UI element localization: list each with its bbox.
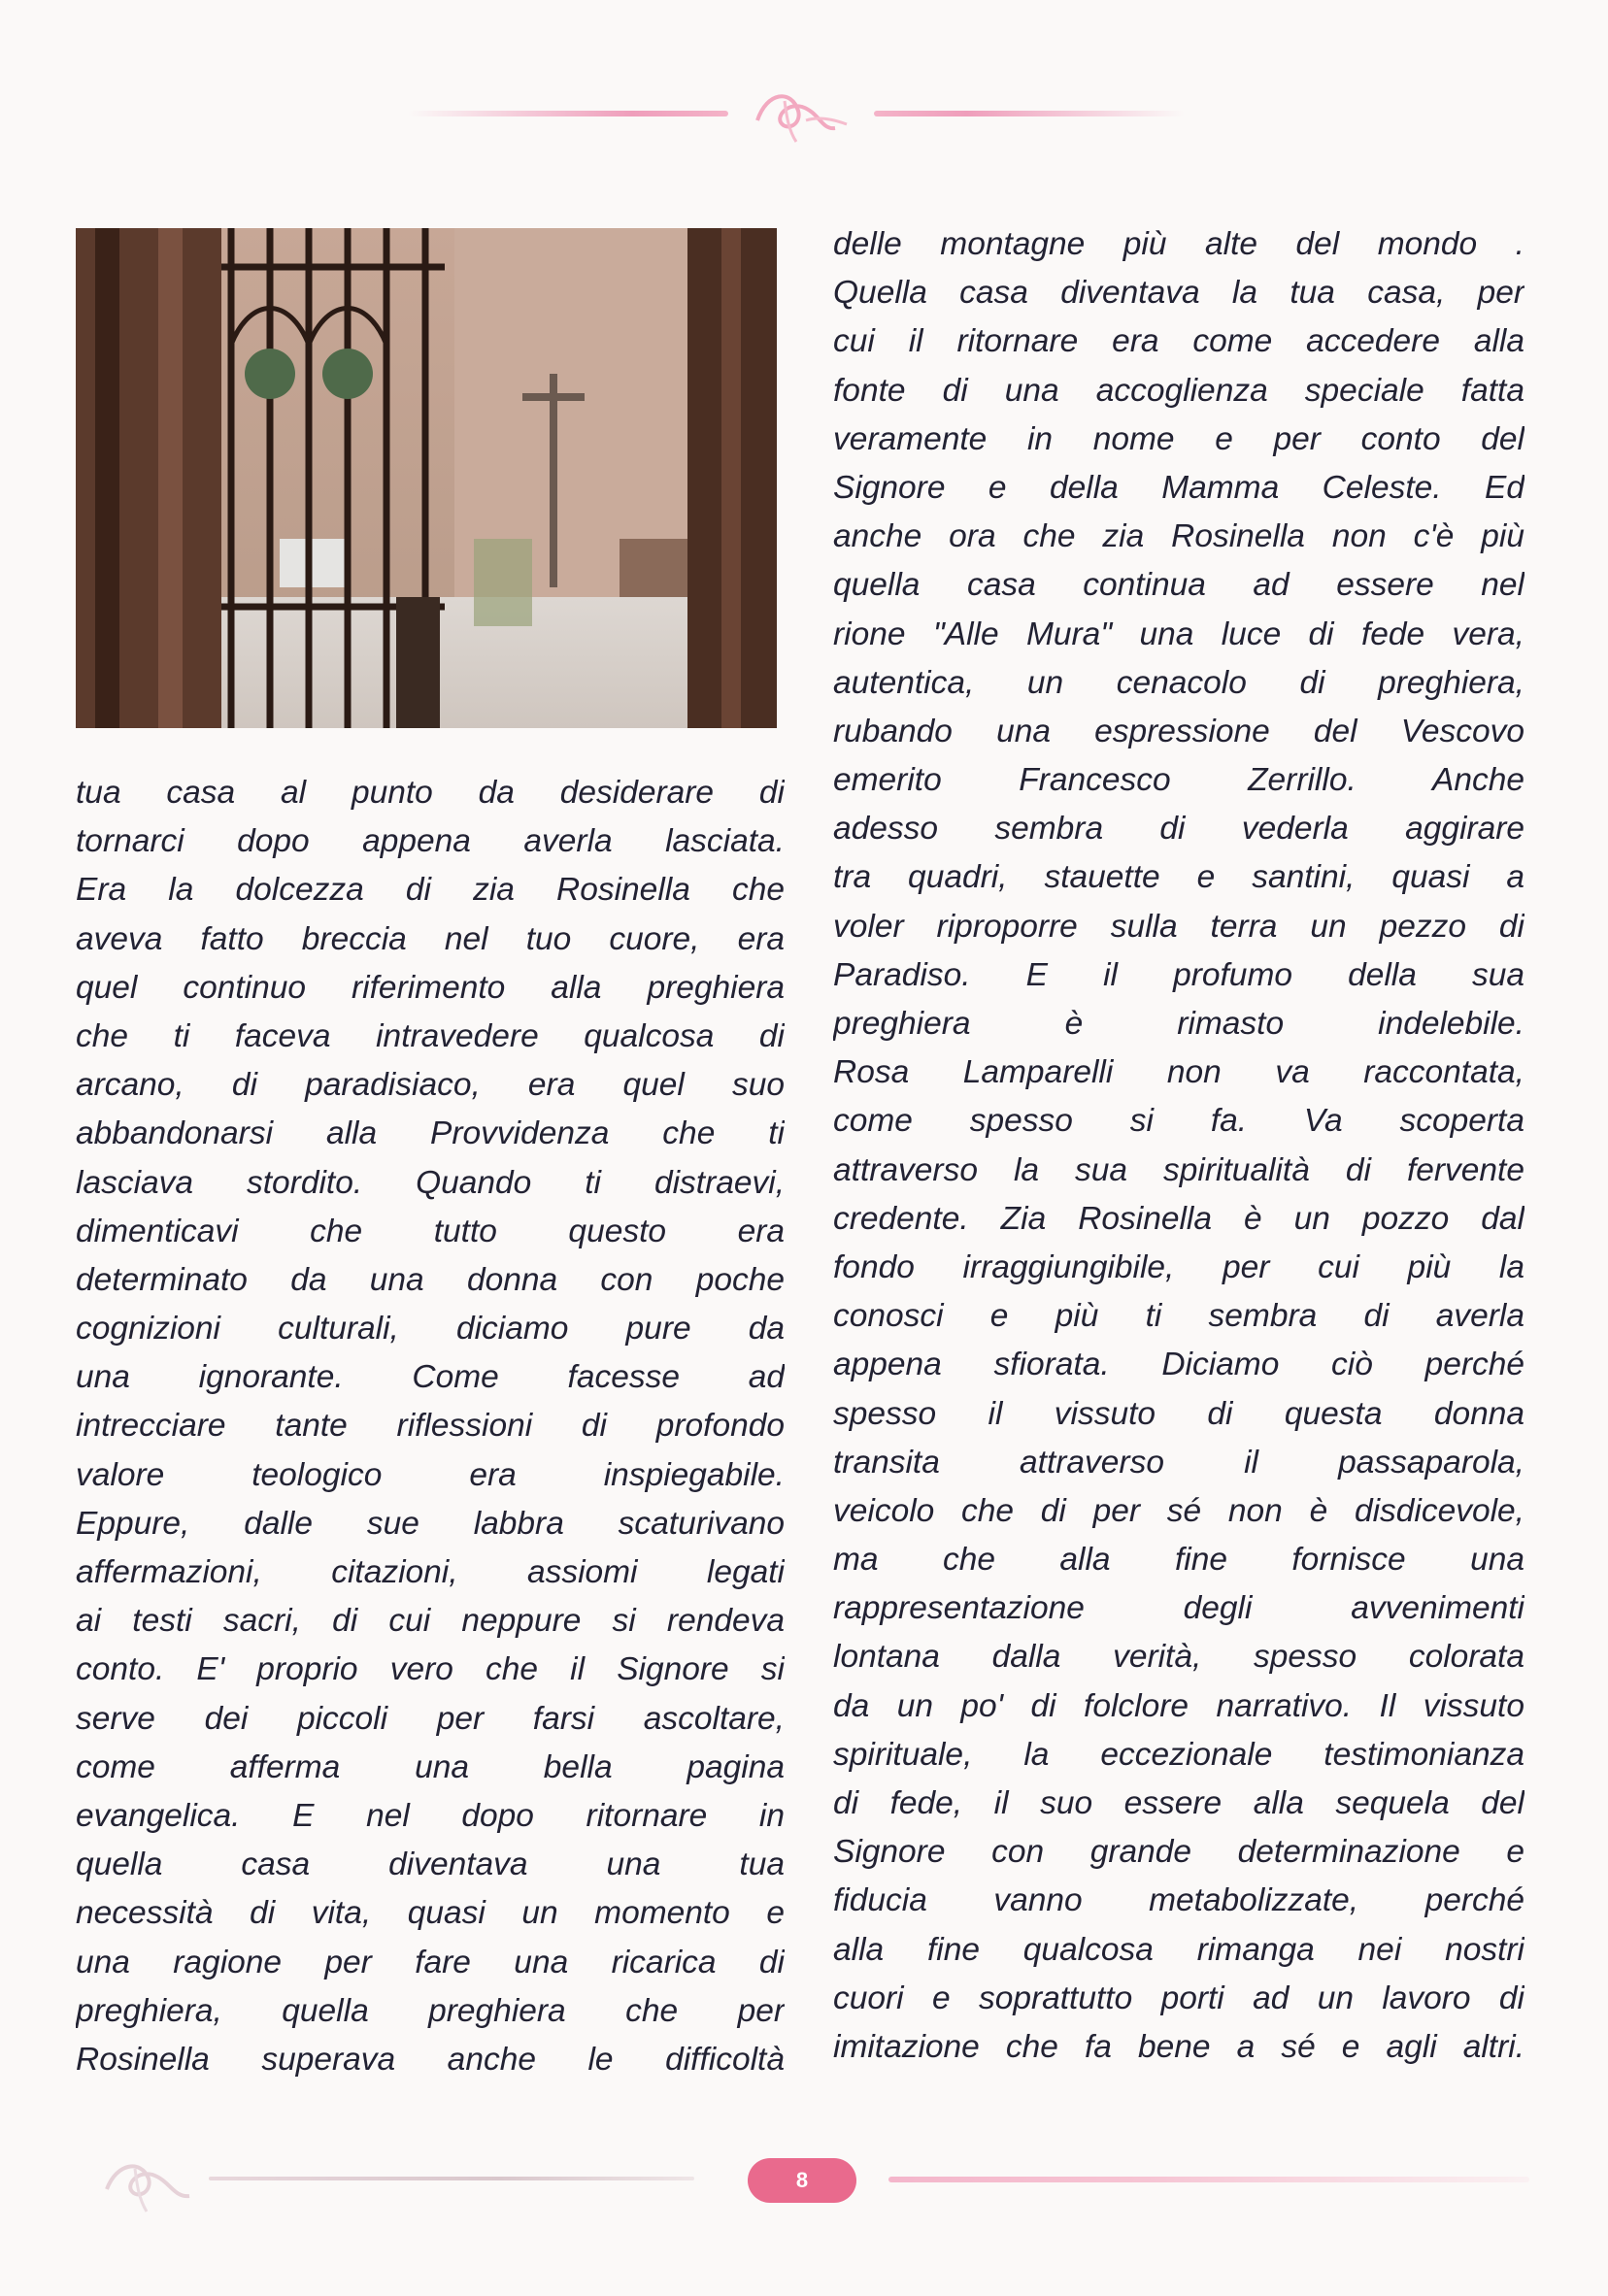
text-line: quella casa diventava una tua	[76, 1847, 785, 1883]
header-rule-left	[408, 111, 728, 116]
text-line: cuori e soprattutto porti ad un lavoro di	[833, 1980, 1524, 2016]
photo-gate-courtyard	[76, 228, 777, 728]
text-line: fondo irraggiungibile, per cui più la	[833, 1248, 1524, 1285]
text-line: Signore con grande determinazione e	[833, 1834, 1524, 1871]
text-line: rubando una espressione del Vescovo	[833, 713, 1524, 749]
text-line: arcano, di paradisiaco, era quel suo	[76, 1067, 785, 1104]
text-line: spirituale, la eccezionale testimonianza	[833, 1736, 1524, 1773]
text-line: Rosa Lamparelli non va raccontata,	[833, 1054, 1524, 1091]
text-line: preghiera è rimasto indelebile.	[833, 1006, 1524, 1042]
text-line: cognizioni culturali, diciamo pure da	[76, 1311, 785, 1348]
article-column-left	[76, 769, 785, 2084]
text-line: lasciava stordito. Quando ti distraevi,	[76, 1164, 785, 1201]
text-line: come afferma una bella pagina	[76, 1748, 785, 1785]
text-line: serve dei piccoli per farsi ascoltare,	[76, 1700, 785, 1737]
text-line: tornarci dopo appena averla lasciata.	[76, 823, 785, 860]
article-column-right	[833, 220, 1524, 2072]
text-line: anche ora che zia Rosinella non c'è più	[833, 518, 1524, 555]
text-line: da un po' di folclore narrativo. Il vissuto	[833, 1687, 1524, 1724]
text-line: ai testi sacri, di cui neppure si rendeva	[76, 1603, 785, 1640]
text-line: quella casa continua ad essere nel	[833, 567, 1524, 604]
text-line: tra quadri, stauette e santini, quasi a	[833, 859, 1524, 896]
text-line: veramente in nome e per conto del	[833, 420, 1524, 457]
text-line: come spesso si fa. Va scoperta	[833, 1103, 1524, 1140]
text-line: transita attraverso il passaparola,	[833, 1444, 1524, 1481]
text-line: una ignorante. Come facesse ad	[76, 1359, 785, 1396]
text-line: attraverso la sua spiritualità di fervente	[833, 1151, 1524, 1188]
text-line: voler riproporre sulla terra un pezzo di	[833, 908, 1524, 945]
text-line: Quella casa diventava la tua casa, per	[833, 275, 1524, 312]
text-line: ma che alla fine fornisce una	[833, 1542, 1524, 1579]
text-line: Signore e della Mamma Celeste. Ed	[833, 469, 1524, 506]
text-line: una ragione per fare una ricarica di	[76, 1944, 785, 1980]
text-line: conosci e più ti sembra di averla	[833, 1298, 1524, 1335]
text-line: cui il ritornare era come accedere alla	[833, 323, 1524, 360]
text-line: affermazioni, citazioni, assiomi legati	[76, 1554, 785, 1590]
text-line: necessità di vita, quasi un momento e	[76, 1895, 785, 1932]
footer-logo-icon	[92, 2146, 214, 2223]
text-line: Rosinella superava anche le difficoltà	[76, 2041, 785, 2078]
text-line: alla fine qualcosa rimanga nei nostri	[833, 1931, 1524, 1968]
text-line: fonte di una accoglienza speciale fatta	[833, 372, 1524, 409]
text-line: emerito Francesco Zerrillo. Anche	[833, 762, 1524, 799]
text-line: evangelica. E nel dopo ritornare in	[76, 1797, 785, 1834]
text-line: valore teologico era inspiegabile.	[76, 1456, 785, 1493]
text-line: preghiera, quella preghiera che per	[76, 1992, 785, 2029]
text-line: adesso sembra di vederla aggirare	[833, 811, 1524, 848]
text-line: abbandonarsi alla Provvidenza che ti	[76, 1115, 785, 1152]
text-line: intrecciare tante riflessioni di profondo	[76, 1408, 785, 1445]
text-line: dimenticavi che tutto questo era	[76, 1213, 785, 1249]
footer-rule-right	[888, 2177, 1529, 2182]
text-line: lontana dalla verità, spesso colorata	[833, 1639, 1524, 1676]
text-line: tua casa al punto da desiderare di	[76, 775, 785, 811]
text-line: Eppure, dalle sue labbra scaturivano	[76, 1505, 785, 1542]
text-line: veicolo che di per sé non è disdicevole,	[833, 1492, 1524, 1529]
text-line: Paradiso. E il profumo della sua	[833, 956, 1524, 993]
text-line: di fede, il suo essere alla sequela del	[833, 1785, 1524, 1821]
text-line: rione "Alle Mura" una luce di fede vera,	[833, 616, 1524, 652]
text-line: appena sfiorata. Diciamo ciò perché	[833, 1347, 1524, 1383]
text-line: determinato da una donna con poche	[76, 1261, 785, 1298]
text-line: fiducia vanno metabolizzate, perché	[833, 1882, 1524, 1919]
header-logo-icon	[738, 82, 864, 150]
text-line: delle montagne più alte del mondo .	[833, 226, 1524, 262]
text-line: conto. E' proprio vero che il Signore si	[76, 1651, 785, 1688]
page-number-badge: 8	[748, 2158, 856, 2203]
text-line: Era la dolcezza di zia Rosinella che	[76, 872, 785, 909]
text-line: rappresentazione degli avvenimenti	[833, 1590, 1524, 1627]
text-line: quel continuo riferimento alla preghiera	[76, 969, 785, 1006]
header-rule-right	[874, 111, 1185, 116]
text-line: credente. Zia Rosinella è un pozzo dal	[833, 1200, 1524, 1237]
text-line: imitazione che fa bene a sé e agli altri.	[833, 2028, 1524, 2065]
header-ornament	[0, 76, 1608, 163]
text-line: autentica, un cenacolo di preghiera,	[833, 664, 1524, 701]
page-footer	[0, 2126, 1608, 2233]
text-line: che ti faceva intravedere qualcosa di	[76, 1017, 785, 1054]
footer-rule-left	[209, 2177, 694, 2180]
text-line: spesso il vissuto di questa donna	[833, 1395, 1524, 1432]
text-line: aveva fatto breccia nel tuo cuore, era	[76, 920, 785, 957]
